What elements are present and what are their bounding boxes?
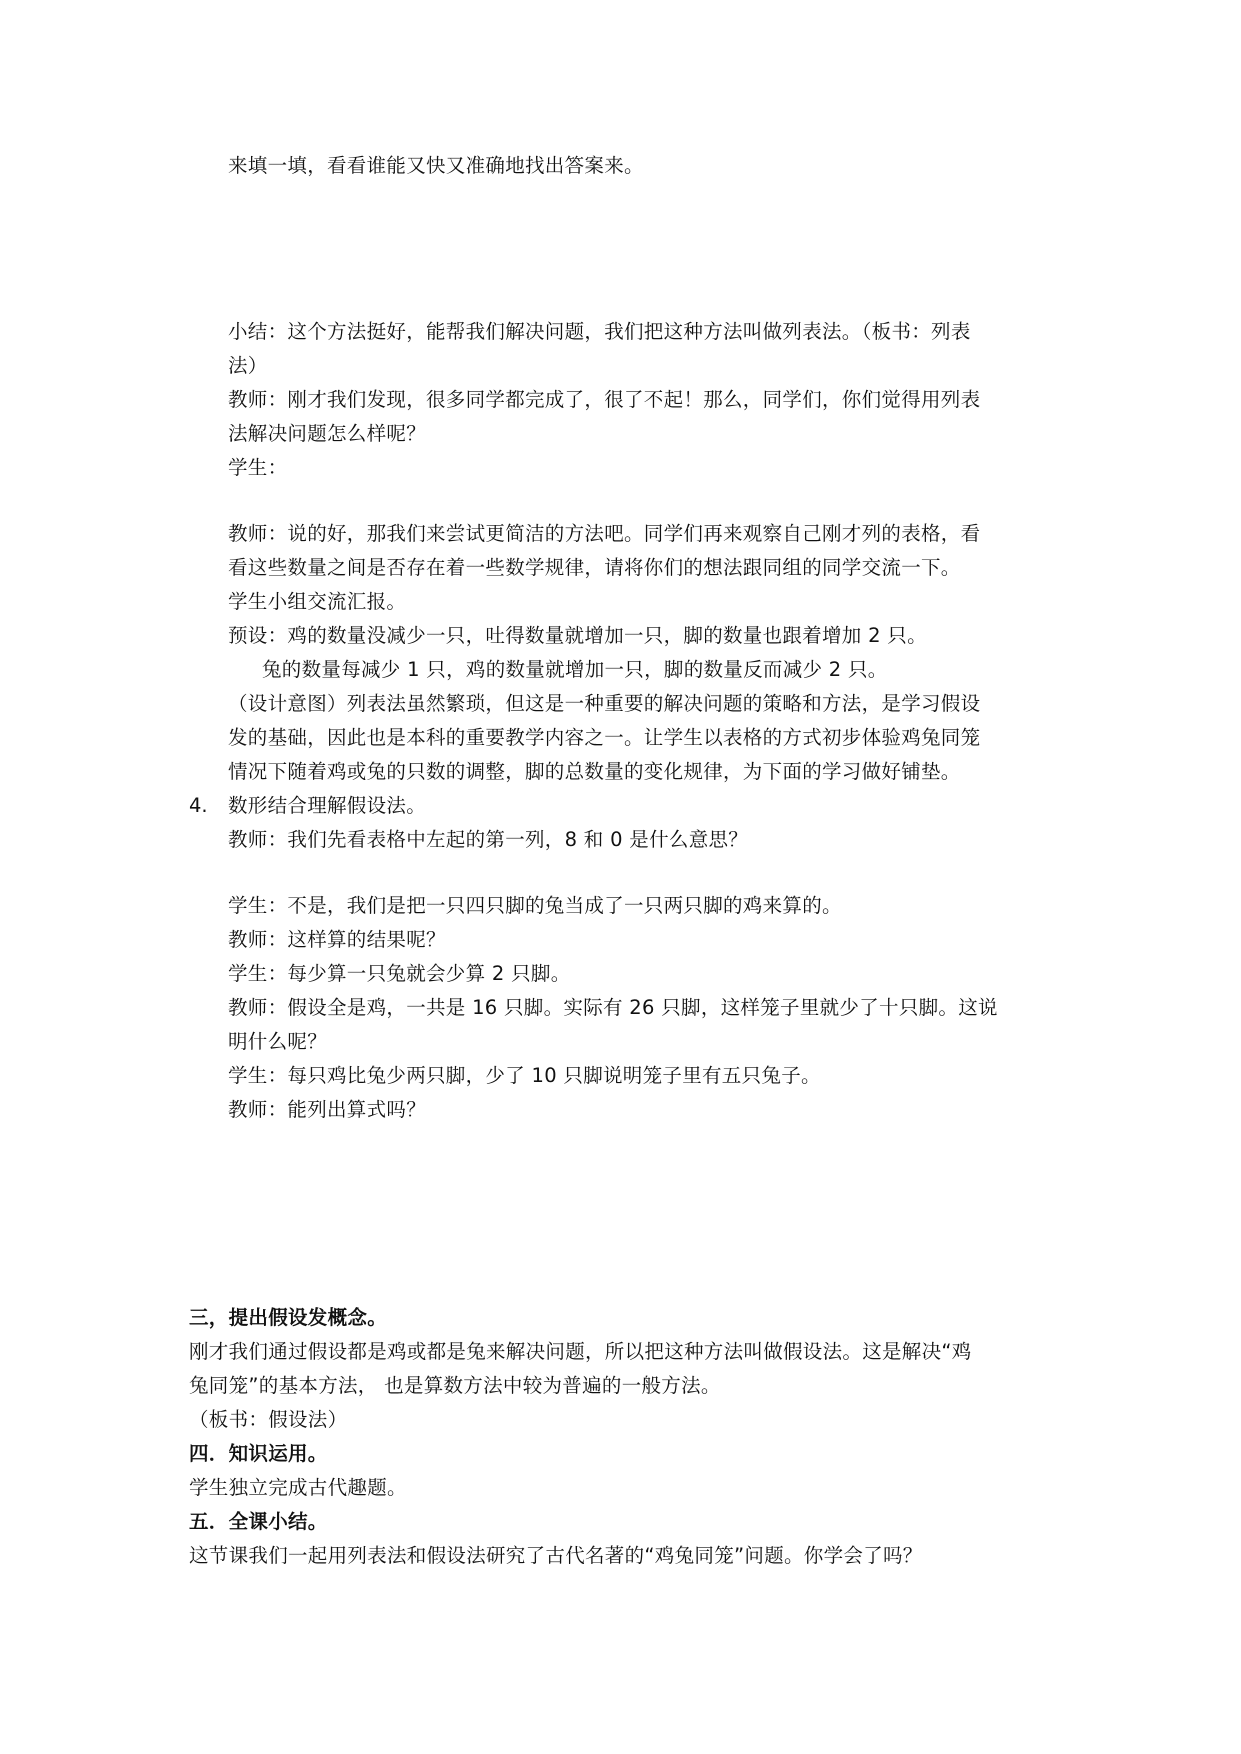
paragraph-teacher-4: 教师：这样算的结果呢？ [228,928,446,951]
paragraph-group-report: 学生小组交流汇报。 [228,590,407,613]
list-item-heading: 数形结合理解假设法。 [228,794,427,817]
paragraph-fill-in: 来填一填，看看谁能又快又准确地找出答案来。 [228,154,644,177]
paragraph-teacher-3: 教师：我们先看表格中左起的第一列，8 和 0 是什么意思？ [228,828,749,851]
paragraph-teacher-5-cont: 明什么呢？ [228,1030,328,1053]
section-heading-3: 三，提出假设发概念。 [189,1306,388,1329]
paragraph-assumption-cont: 兔同笼”的基本方法， 也是算数方法中较为普遍的一般方法。 [189,1374,721,1397]
paragraph-summary: 小结：这个方法挺好，能帮我们解决问题，我们把这种方法叫做列表法。（板书：列表 [228,320,971,343]
paragraph-student-1: 学生： [228,456,288,479]
paragraph-preset-2: 兔的数量每减少 1 只，鸡的数量就增加一只，脚的数量反而减少 2 只。 [262,658,888,681]
paragraph-practice: 学生独立完成古代趣题。 [189,1476,407,1499]
paragraph-design-intent-cont-2: 情况下随着鸡或兔的只数的调整，脚的总数量的变化规律，为下面的学习做好铺垫。 [228,760,961,783]
paragraph-student-4: 学生：每只鸡比兔少两只脚，少了 10 只脚说明笼子里有五只兔子。 [228,1064,821,1087]
paragraph-teacher-2-cont: 看这些数量之间是否存在着一些数学规律，请将你们的想法跟同组的同学交流一下。 [228,556,961,579]
paragraph-teacher-6: 教师：能列出算式吗？ [228,1098,427,1121]
paragraph-design-intent-cont-1: 发的基础，因此也是本科的重要教学内容之一。让学生以表格的方式初步体验鸡兔同笼 [228,726,981,749]
paragraph-student-3: 学生：每少算一只兔就会少算 2 只脚。 [228,962,571,985]
paragraph-summary-final: 这节课我们一起用列表法和假设法研究了古代名著的“鸡兔同笼”问题。你学会了吗？ [189,1544,923,1567]
paragraph-teacher-5: 教师：假设全是鸡，一共是 16 只脚。实际有 26 只脚，这样笼子里就少了十只脚。这说 [228,996,998,1019]
section-heading-4: 四．知识运用。 [189,1442,328,1465]
paragraph-teacher-2: 教师：说的好，那我们来尝试更简洁的方法吧。同学们再来观察自己刚才列的表格，看 [228,522,981,545]
paragraph-summary-cont: 法） [228,354,268,377]
paragraph-student-2: 学生：不是，我们是把一只四只脚的兔当成了一只两只脚的鸡来算的。 [228,894,842,917]
paragraph-teacher-1: 教师：刚才我们发现，很多同学都完成了，很了不起！那么，同学们，你们觉得用列表 [228,388,981,411]
paragraph-preset-1: 预设：鸡的数量没减少一只，吐得数量就增加一只，脚的数量也跟着增加 2 只。 [228,624,927,647]
paragraph-teacher-1-cont: 法解决问题怎么样呢？ [228,422,427,445]
paragraph-board-note: （板书：假设法） [189,1408,348,1431]
list-number: 4. [189,794,208,817]
paragraph-assumption: 刚才我们通过假设都是鸡或都是兔来解决问题，所以把这种方法叫做假设法。这是解决“鸡 [189,1340,972,1363]
section-heading-5: 五．全课小结。 [189,1510,328,1533]
paragraph-design-intent: （设计意图）列表法虽然繁琐，但这是一种重要的解决问题的策略和方法，是学习假设 [228,692,981,715]
